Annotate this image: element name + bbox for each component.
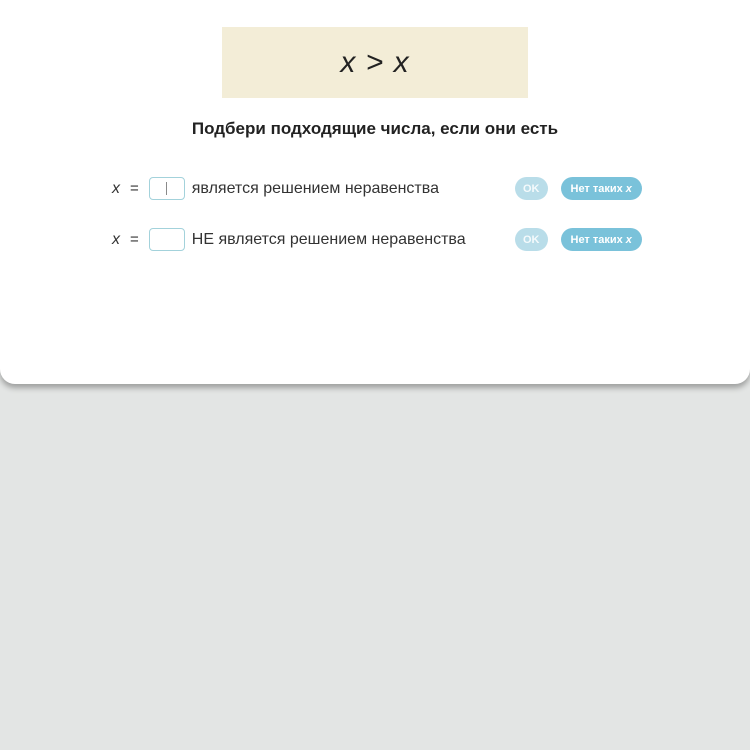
statement-label: является решением неравенства — [191, 179, 439, 197]
statement-label: НЕ является решением неравенства — [191, 230, 466, 248]
row-buttons — [515, 177, 642, 200]
ok-button[interactable]: OK — [515, 228, 548, 251]
equals-sign: = — [130, 180, 139, 197]
no-such-x-label: Нет таких — [570, 233, 623, 246]
no-such-x-button[interactable] — [561, 177, 642, 200]
number-input-wrap — [149, 177, 185, 200]
number-input[interactable] — [149, 228, 185, 251]
number-input[interactable] — [149, 177, 185, 200]
variable-label: x — [112, 179, 120, 197]
no-such-x-button[interactable] — [561, 228, 642, 251]
task-heading: Подбери подходящие числа, если они есть — [191, 119, 559, 138]
answer-row-main — [112, 228, 515, 251]
row-buttons — [515, 228, 642, 251]
variable-label: x — [112, 230, 120, 248]
no-such-x-variable: x — [625, 233, 632, 246]
no-such-x-label: Нет таких — [570, 182, 623, 195]
answer-row-not-solution — [112, 228, 750, 251]
answer-rows — [112, 177, 750, 251]
equals-sign: = — [130, 231, 139, 248]
answer-row-main — [112, 177, 515, 200]
inequality-formula: x > x — [340, 45, 410, 79]
no-such-x-variable: x — [625, 182, 632, 195]
ok-button[interactable]: OK — [515, 177, 548, 200]
formula-panel — [222, 27, 528, 98]
answer-row-solution — [112, 177, 750, 200]
number-input-wrap — [149, 228, 185, 251]
text-caret — [166, 182, 167, 195]
